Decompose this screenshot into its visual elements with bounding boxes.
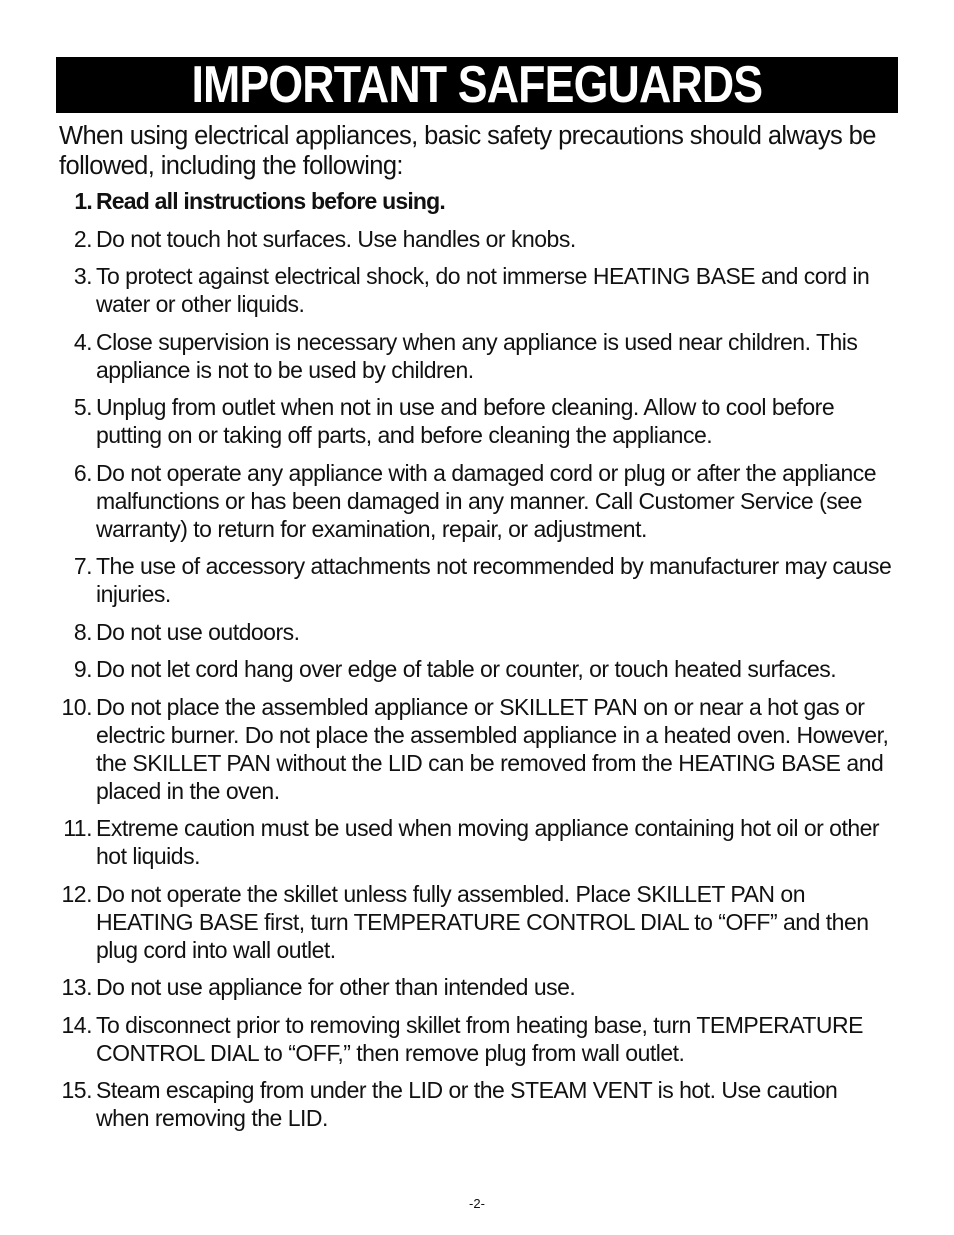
- list-item: [0, 393, 896, 449]
- item-number: 7.: [73, 553, 92, 579]
- item-text: Steam escaping from under the LID or the STEAM VENT is hot. Use caution when removing the LID.: [96, 1077, 838, 1131]
- item-text: To protect against electrical shock, do not immerse HEATING BASE and cord in water or other liquids.: [96, 263, 870, 317]
- item-text: Close supervision is necessary when any appliance is used near children. This appliance is not to be used by children.: [96, 328, 858, 383]
- item-text: Unplug from outlet when not in use and before cleaning. Allow to cool before putting on or taking off parts, and before cleaning the appliance.: [96, 394, 835, 448]
- item-number: 5.: [73, 394, 92, 420]
- item-text: Do not use outdoors.: [96, 618, 300, 645]
- list-item: [0, 814, 896, 870]
- item-text: Do not operate any appliance with a damaged cord or plug or after the appliance malfunctions or has been damaged in any manner. Call Customer Service (see warranty) to return for examination, repair, or adjustment.: [96, 459, 877, 542]
- item-number: 12.: [61, 880, 92, 907]
- item-text: The use of accessory attachments not recommended by manufacturer may cause injuries.: [96, 553, 892, 607]
- item-text: Do not touch hot surfaces. Use handles or knobs.: [96, 225, 576, 252]
- list-item: [0, 1076, 896, 1132]
- item-text: Extreme caution must be used when moving appliance containing hot oil or other hot liquids.: [96, 815, 880, 869]
- list-item: [0, 1011, 896, 1067]
- list-item: [0, 225, 896, 253]
- item-number: 4.: [73, 328, 92, 355]
- item-number: 11.: [63, 815, 92, 841]
- intro-paragraph: When using electrical appliances, basic safety precautions should always be followed, including the following:: [59, 122, 876, 180]
- item-number: 8.: [73, 618, 92, 645]
- item-number: 6.: [73, 459, 92, 486]
- item-number: 3.: [73, 263, 92, 289]
- item-number: 15.: [61, 1077, 92, 1103]
- list-item: [0, 618, 896, 646]
- list-item: [0, 655, 896, 683]
- list-item: [0, 328, 896, 384]
- item-text: Do not place the assembled appliance or SKILLET PAN on or near a hot gas or electric burner. Do not place the assembled appliance in a heated oven. However, the SKILLET PAN without the LID can be removed from the HEATING BASE and placed in the oven.: [96, 693, 889, 804]
- page-number: -2-: [469, 1196, 485, 1211]
- item-text: Do not let cord hang over edge of table or counter, or touch heated surfaces.: [96, 656, 837, 682]
- item-text: Do not use appliance for other than intended use.: [96, 974, 576, 1000]
- safeguards-list: [0, 187, 954, 1142]
- item-number: 14.: [61, 1011, 92, 1038]
- item-number: 10.: [61, 693, 92, 720]
- item-number: 13.: [61, 974, 92, 1000]
- item-number: 1.: [74, 188, 92, 214]
- item-number: 2.: [73, 225, 92, 252]
- list-item: [0, 973, 896, 1001]
- list-item: [0, 880, 896, 964]
- item-text: To disconnect prior to removing skillet from heating base, turn TEMPERATURE CONTROL DIAL to “OFF,” then remove plug from wall outlet.: [96, 1011, 863, 1066]
- item-text: Do not operate the skillet unless fully assembled. Place SKILLET PAN on HEATING BASE first, turn TEMPERATURE CONTROL DIAL to “OFF” and then plug cord into wall outlet.: [96, 880, 869, 963]
- list-item: [0, 459, 896, 543]
- list-item: [0, 187, 896, 215]
- list-item: [0, 262, 896, 318]
- page-title: IMPORTANT SAFEGUARDS: [191, 56, 763, 114]
- item-number: 9.: [73, 656, 92, 682]
- item-text: Read all instructions before using.: [96, 188, 446, 214]
- list-item: [0, 693, 896, 805]
- list-item: [0, 552, 896, 608]
- title-banner: [56, 57, 898, 113]
